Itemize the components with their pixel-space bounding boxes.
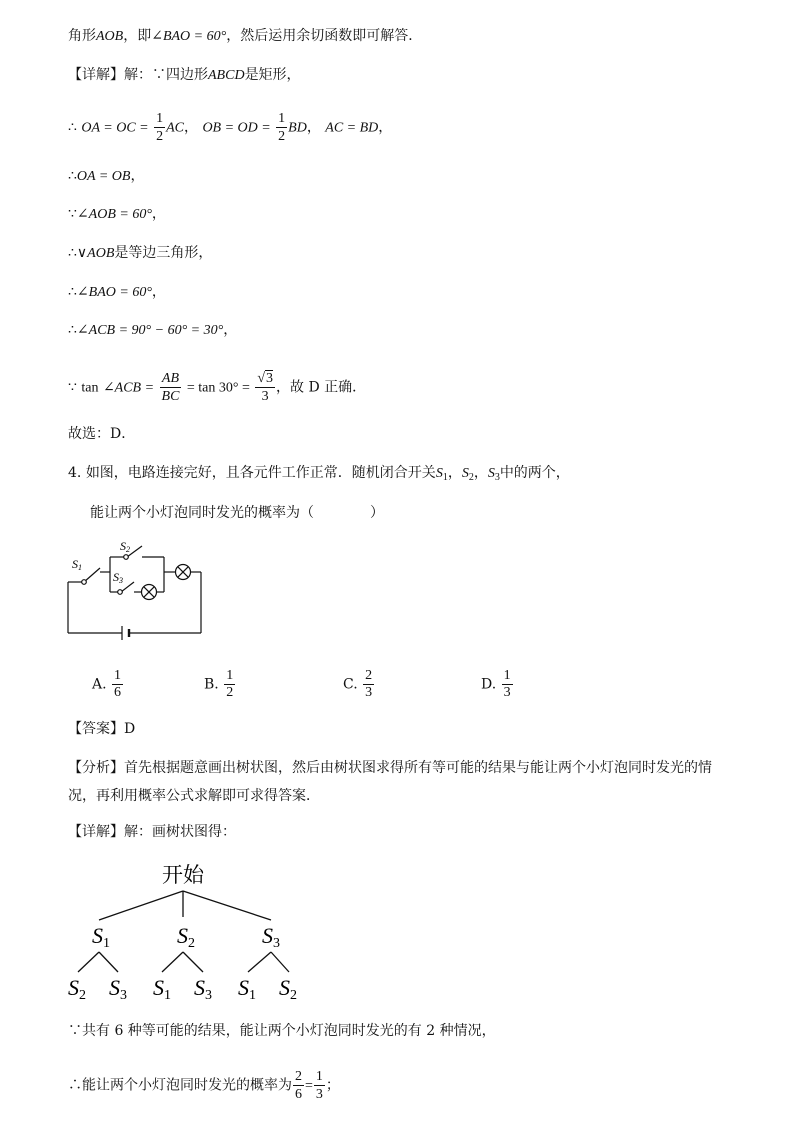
analysis-tag: 【分析】 bbox=[68, 760, 124, 776]
tree-leaf: S1 bbox=[153, 975, 171, 1003]
math: OA = OC = bbox=[81, 120, 149, 136]
math: AC bbox=[166, 120, 184, 136]
label-s3: S3 bbox=[113, 570, 123, 585]
tree-node-s1: S1 bbox=[92, 923, 110, 951]
because-symbol: ∵ bbox=[68, 379, 77, 396]
math-angle-bao: ∠BAO = 60° bbox=[151, 29, 227, 44]
label-s1: S1 bbox=[72, 557, 82, 572]
answer-tag: 【答案】 bbox=[68, 721, 124, 737]
numerator: 1 bbox=[503, 668, 511, 683]
therefore-symbol: ∴ bbox=[68, 284, 77, 300]
subscript: 3 bbox=[494, 472, 500, 483]
math-abcd: ABCD bbox=[208, 68, 245, 83]
tree-leaf: S3 bbox=[194, 975, 212, 1003]
denominator: 2 bbox=[278, 129, 286, 144]
text: ，即 bbox=[123, 28, 152, 44]
tan-function: tan bbox=[81, 380, 99, 396]
option-label: D. bbox=[481, 676, 497, 693]
text: 是矩形， bbox=[244, 67, 301, 83]
tree-root: 开始 bbox=[162, 863, 204, 887]
math: OA = OB bbox=[76, 169, 131, 184]
tree-node-s3: S3 bbox=[262, 923, 280, 951]
math: ∠ACB = 90° − 60° = 30° bbox=[76, 323, 224, 338]
text: 解：画树状图得： bbox=[124, 824, 236, 840]
numerator: 1 bbox=[156, 111, 164, 126]
s-letter: S bbox=[461, 466, 469, 481]
math-aob: AOB bbox=[96, 29, 124, 44]
numerator: 1 bbox=[315, 1069, 323, 1084]
tree-leaf: S2 bbox=[68, 975, 86, 1003]
denominator: 2 bbox=[156, 129, 164, 144]
denominator: 2 bbox=[226, 685, 234, 700]
detail-tag: 【详解】 bbox=[68, 67, 124, 83]
text: ， bbox=[306, 119, 321, 136]
text: ， bbox=[151, 206, 166, 222]
numerator: 1 bbox=[278, 111, 286, 126]
because-symbol: ∵ bbox=[68, 206, 77, 222]
text: ， bbox=[183, 119, 198, 136]
option-label: A. bbox=[92, 676, 107, 693]
text: ， bbox=[473, 465, 488, 481]
text: ，故 D 正确． bbox=[276, 379, 367, 396]
numerator: √3 bbox=[257, 371, 273, 386]
denominator: 3 bbox=[503, 685, 511, 700]
s-letter: S bbox=[487, 466, 495, 481]
text: ， bbox=[130, 168, 145, 184]
denominator: 3 bbox=[365, 685, 373, 700]
s-letter: S bbox=[435, 466, 443, 481]
conclusion-line-1 bbox=[68, 1021, 496, 1041]
denominator: BC bbox=[161, 389, 180, 404]
numerator: AB bbox=[160, 370, 182, 388]
fraction-two-sixths bbox=[293, 1068, 304, 1103]
math: AC = BD bbox=[325, 120, 379, 136]
text: 首先根据题意画出树状图，然后由树状图求得所有等可能的结果与能让两个小灯泡同时发光的情 bbox=[124, 760, 712, 776]
therefore-symbol: ∴ bbox=[68, 168, 77, 184]
text: 是等边三角形， bbox=[114, 245, 213, 261]
text: 能让两个小灯泡同时发光的概率为（ ） bbox=[90, 505, 384, 521]
text: ∴能让两个小灯泡同时发光的概率为 bbox=[68, 1077, 292, 1094]
denominator: 3 bbox=[261, 389, 269, 404]
math: BD bbox=[288, 120, 307, 136]
radicand: 3 bbox=[266, 371, 273, 386]
option-label: C. bbox=[343, 676, 358, 693]
numerator: 2 bbox=[295, 1069, 302, 1084]
text: 角形 bbox=[68, 28, 96, 44]
math: ∠AOB = 60° bbox=[76, 207, 152, 222]
text: ， bbox=[447, 465, 462, 481]
equals: = bbox=[305, 1078, 313, 1094]
numerator: 2 bbox=[365, 668, 373, 683]
text: 况，再利用概率公式求解即可求得答案． bbox=[68, 788, 320, 804]
subscript: 2 bbox=[468, 472, 474, 483]
fraction-one-third bbox=[314, 1068, 325, 1103]
math: = tan 30° = bbox=[186, 380, 250, 396]
detail-tag: 【详解】 bbox=[68, 824, 124, 840]
math: ∠BAO = 60° bbox=[76, 285, 152, 300]
tree-node-s2: S2 bbox=[177, 923, 195, 951]
therefore-symbol: ∴ bbox=[68, 245, 77, 261]
text: 如图，电路连接完好，且各元件工作正常．随机闭合开关 bbox=[85, 465, 436, 481]
text: 解：∵四边形 bbox=[124, 67, 208, 83]
numerator: 1 bbox=[114, 668, 122, 683]
text: ， bbox=[378, 119, 393, 136]
conclusion-line-2 bbox=[68, 1068, 340, 1103]
text: ，然后运用余切函数即可解答． bbox=[226, 28, 423, 44]
text: 故选：D． bbox=[68, 426, 136, 442]
tree-leaf: S2 bbox=[279, 975, 297, 1003]
math: ∠ACB = bbox=[102, 380, 155, 396]
question-number: 4. bbox=[68, 465, 82, 481]
text: 中的两个， bbox=[499, 465, 570, 481]
text: ， bbox=[223, 322, 238, 338]
label-s2: S2 bbox=[120, 539, 130, 554]
math: OB = OD = bbox=[202, 120, 271, 136]
math: ∨AOB bbox=[76, 246, 115, 261]
text: ∵共有 6 种等可能的结果，能让两个小灯泡同时发光的有 2 种情况， bbox=[68, 1023, 496, 1039]
denominator: 6 bbox=[295, 1087, 302, 1102]
text: ； bbox=[325, 1077, 340, 1094]
therefore-symbol: ∴ bbox=[68, 322, 77, 338]
answer-value: D bbox=[124, 721, 136, 737]
subscript: 1 bbox=[442, 472, 448, 483]
text: ， bbox=[151, 284, 166, 300]
tree-leaf: S1 bbox=[238, 975, 256, 1003]
option-label: B. bbox=[204, 676, 219, 693]
denominator: 3 bbox=[315, 1087, 323, 1102]
therefore-symbol: ∴ bbox=[68, 119, 77, 136]
denominator: 6 bbox=[114, 685, 122, 700]
numerator: 1 bbox=[226, 668, 234, 683]
tree-leaf: S3 bbox=[109, 975, 127, 1003]
